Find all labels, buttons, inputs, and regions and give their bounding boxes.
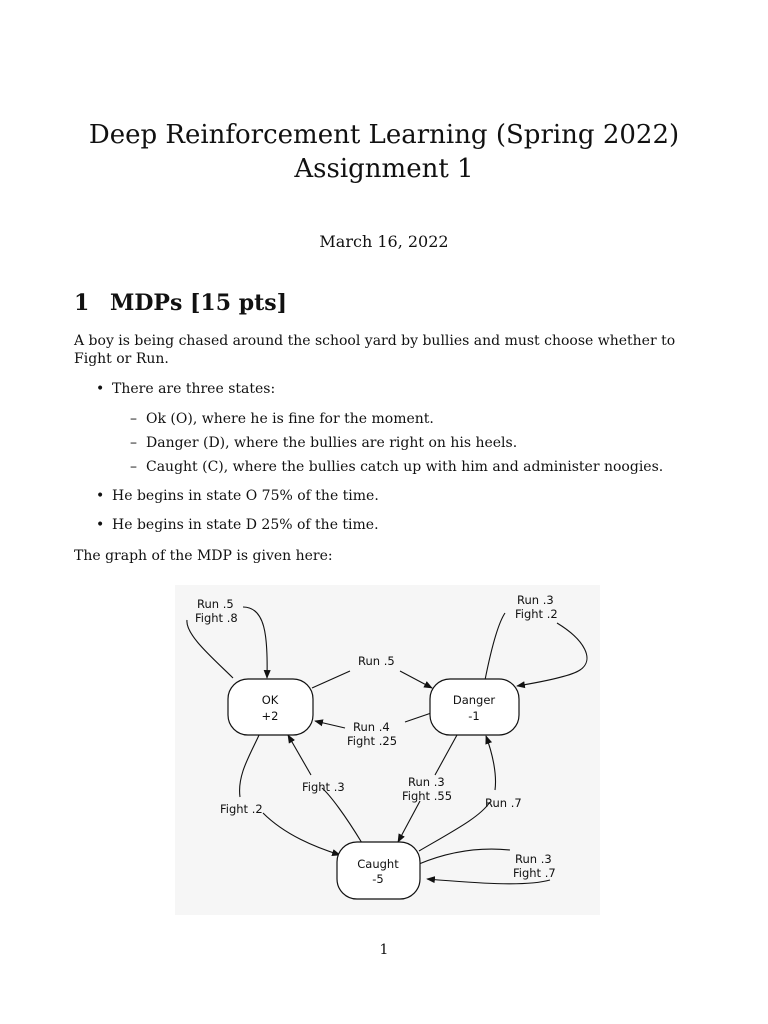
edge-ok-to-caught <box>240 733 260 797</box>
node-danger-reward: -1 <box>468 709 480 723</box>
edge-ok-to-danger <box>312 671 350 688</box>
bullet-icon: • <box>96 488 105 504</box>
mdp-graph <box>175 585 600 915</box>
edge-caught-to-danger <box>419 802 490 851</box>
sub-item-text: Ok (O), where he is fine for the moment. <box>146 411 434 427</box>
mdp-diagram <box>175 585 600 915</box>
bullet-start-d <box>96 516 379 534</box>
title-line-1: Deep Reinforcement Learning (Spring 2022) <box>88 120 680 150</box>
sub-item-caught <box>130 458 663 476</box>
document-title <box>0 118 768 186</box>
label-danger-to-caught-fight: Fight .55 <box>402 789 453 803</box>
document-date: March 16, 2022 <box>319 232 449 251</box>
sub-item-text: Danger (D), where the bullies are right on his heels. <box>146 435 518 451</box>
label-ok-to-caught: Fight .2 <box>220 802 263 816</box>
sub-item-ok <box>130 410 434 428</box>
label-caught-to-ok: Fight .3 <box>302 780 345 794</box>
edge-ok-self-return <box>243 607 267 678</box>
edge-caught-to-danger-2 <box>486 736 496 790</box>
dash-icon: – <box>130 411 137 427</box>
edge-caught-self <box>419 849 510 864</box>
label-caught-to-danger: Run .7 <box>485 796 522 810</box>
sub-item-text: Caught (C), where the bullies catch up with him and administer noogies. <box>146 459 664 475</box>
intro-paragraph: A boy is being chased around the school yard by bullies and must choose whether to Fight or Run. <box>74 333 676 367</box>
dash-icon: – <box>130 435 137 451</box>
edge-danger-to-caught-2 <box>398 801 420 842</box>
node-caught-name: Caught <box>357 857 399 871</box>
bullet-icon: • <box>96 381 105 397</box>
section-heading <box>74 290 287 316</box>
bullet-text: He begins in state D 25% of the time. <box>112 517 379 533</box>
label-danger-to-ok-fight: Fight .25 <box>347 734 398 748</box>
title-line-2: Assignment 1 <box>294 154 474 184</box>
dash-icon: – <box>130 459 137 475</box>
label-ok-self-run: Run .5 <box>197 597 234 611</box>
label-caught-self-run: Run .3 <box>515 852 552 866</box>
sub-item-danger <box>130 434 517 452</box>
node-caught-reward: -5 <box>372 872 384 886</box>
edge-danger-to-caught <box>435 735 457 775</box>
edge-caught-to-ok <box>322 788 362 843</box>
node-ok-reward: +2 <box>261 709 279 723</box>
node-danger-name: Danger <box>452 693 496 707</box>
section-title: MDPs [15 pts] <box>110 290 288 316</box>
edge-danger-self <box>485 613 505 680</box>
edge-danger-self-return <box>517 623 587 686</box>
label-danger-to-ok-run: Run .4 <box>353 720 390 734</box>
graph-intro: The graph of the MDP is given here: <box>74 548 333 564</box>
label-caught-self-fight: Fight .7 <box>513 866 556 880</box>
node-caught <box>337 842 420 899</box>
bullet-text: He begins in state O 75% of the time. <box>112 488 379 504</box>
label-danger-self-fight: Fight .2 <box>515 607 558 621</box>
label-ok-self-fight: Fight .8 <box>195 611 238 625</box>
label-ok-to-danger: Run .5 <box>358 654 395 668</box>
label-danger-to-caught-run: Run .3 <box>408 775 445 789</box>
section-number: 1 <box>74 290 90 316</box>
page-number: 1 <box>379 942 389 958</box>
edge-danger-to-ok-2 <box>315 721 345 728</box>
edge-ok-self <box>187 620 233 678</box>
node-ok-name: OK <box>261 693 279 707</box>
edge-ok-to-caught-2 <box>263 813 340 855</box>
node-danger <box>430 679 519 735</box>
edge-ok-to-danger-2 <box>400 671 432 688</box>
node-ok <box>228 679 313 735</box>
bullet-icon: • <box>96 517 105 533</box>
bullet-text: There are three states: <box>112 381 276 397</box>
label-danger-self-run: Run .3 <box>517 593 554 607</box>
edge-caught-to-ok-2 <box>288 735 311 775</box>
bullet-start-o <box>96 487 379 505</box>
bullet-states <box>96 380 275 398</box>
